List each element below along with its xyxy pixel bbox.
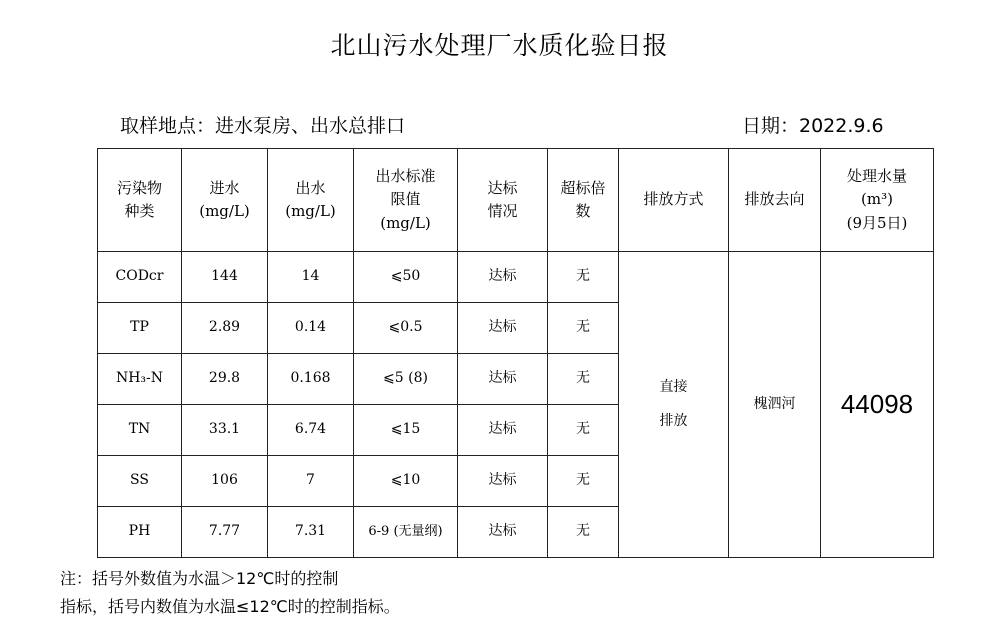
cell-status: 达标 xyxy=(458,252,548,303)
footnote-line1: 注：括号外数值为水温＞12℃时的控制 xyxy=(60,569,339,588)
cell-status: 达标 xyxy=(458,507,548,558)
cell-exceed: 无 xyxy=(548,354,619,405)
cell-status: 达标 xyxy=(458,405,548,456)
cell-exceed: 无 xyxy=(548,405,619,456)
cell-destination: 槐泗河 xyxy=(729,252,821,558)
cell-method xyxy=(619,252,729,558)
header-limit-line1: 出水标准 xyxy=(375,167,436,186)
header-status-line2: 情况 xyxy=(487,202,518,220)
header-inflow-line1: 进水 xyxy=(209,178,240,197)
cell-outflow: 0.168 xyxy=(268,354,354,405)
header-limit xyxy=(354,149,458,252)
header-volume-line3: (9月5日) xyxy=(846,213,908,232)
cell-pollutant: CODcr xyxy=(98,252,182,303)
cell-outflow: 7.31 xyxy=(268,507,354,558)
cell-outflow: 14 xyxy=(268,252,354,303)
header-exceed-line1: 超标倍 xyxy=(560,178,606,197)
cell-inflow: 106 xyxy=(182,456,268,507)
header-outflow xyxy=(268,149,354,252)
cell-inflow: 29.8 xyxy=(182,354,268,405)
cell-exceed: 无 xyxy=(548,252,619,303)
header-destination: 排放去向 xyxy=(729,149,821,252)
cell-status: 达标 xyxy=(458,456,548,507)
cell-exceed: 无 xyxy=(548,456,619,507)
cell-limit: ⩽50 xyxy=(354,252,458,303)
water-quality-table xyxy=(97,148,934,558)
sampling-location: 取样地点：进水泵房、出水总排口 xyxy=(120,115,406,137)
cell-pollutant: TN xyxy=(98,405,182,456)
cell-status: 达标 xyxy=(458,354,548,405)
header-status-line1: 达标 xyxy=(487,178,518,197)
method-line2: 排放 xyxy=(659,412,688,429)
report-date: 日期：2022.9.6 xyxy=(742,115,884,137)
header-outflow-line2: (mg/L) xyxy=(285,202,336,220)
header-inflow-line2: (mg/L) xyxy=(199,202,250,220)
cell-limit: 6-9 (无量纲) xyxy=(354,507,458,558)
header-pollutant-line2: 种类 xyxy=(124,202,155,220)
header-exceed xyxy=(548,149,619,252)
cell-limit: ⩽5 (8) xyxy=(354,354,458,405)
cell-outflow: 7 xyxy=(268,456,354,507)
cell-limit: ⩽15 xyxy=(354,405,458,456)
header-row xyxy=(98,149,934,252)
header-outflow-line1: 出水 xyxy=(295,178,326,197)
header-inflow xyxy=(182,149,268,252)
cell-limit: ⩽10 xyxy=(354,456,458,507)
header-limit-line2: 限值 xyxy=(390,190,421,209)
cell-volume: 44098 xyxy=(821,252,934,558)
footnote-line2: 指标，括号内数值为水温≤12℃时的控制指标。 xyxy=(60,597,400,616)
cell-inflow: 2.89 xyxy=(182,303,268,354)
cell-inflow: 144 xyxy=(182,252,268,303)
cell-exceed: 无 xyxy=(548,507,619,558)
header-method: 排放方式 xyxy=(619,149,729,252)
method-line1: 直接 xyxy=(659,378,688,395)
report-title: 北山污水处理厂水质化验日报 xyxy=(330,31,669,60)
header-status xyxy=(458,149,548,252)
header-volume-line2: (m³) xyxy=(861,190,893,209)
cell-pollutant: TP xyxy=(98,303,182,354)
cell-outflow: 0.14 xyxy=(268,303,354,354)
cell-status: 达标 xyxy=(458,303,548,354)
table-row xyxy=(98,252,934,303)
cell-pollutant: PH xyxy=(98,507,182,558)
cell-inflow: 33.1 xyxy=(182,405,268,456)
header-volume xyxy=(821,149,934,252)
cell-pollutant: NH₃-N xyxy=(98,354,182,405)
cell-inflow: 7.77 xyxy=(182,507,268,558)
header-exceed-line2: 数 xyxy=(575,202,591,220)
header-limit-line3: (mg/L) xyxy=(380,213,431,232)
cell-outflow: 6.74 xyxy=(268,405,354,456)
header-pollutant-line1: 污染物 xyxy=(116,178,162,197)
header-pollutant xyxy=(98,149,182,252)
cell-limit: ⩽0.5 xyxy=(354,303,458,354)
cell-exceed: 无 xyxy=(548,303,619,354)
header-volume-line1: 处理水量 xyxy=(846,167,907,186)
cell-pollutant: SS xyxy=(98,456,182,507)
